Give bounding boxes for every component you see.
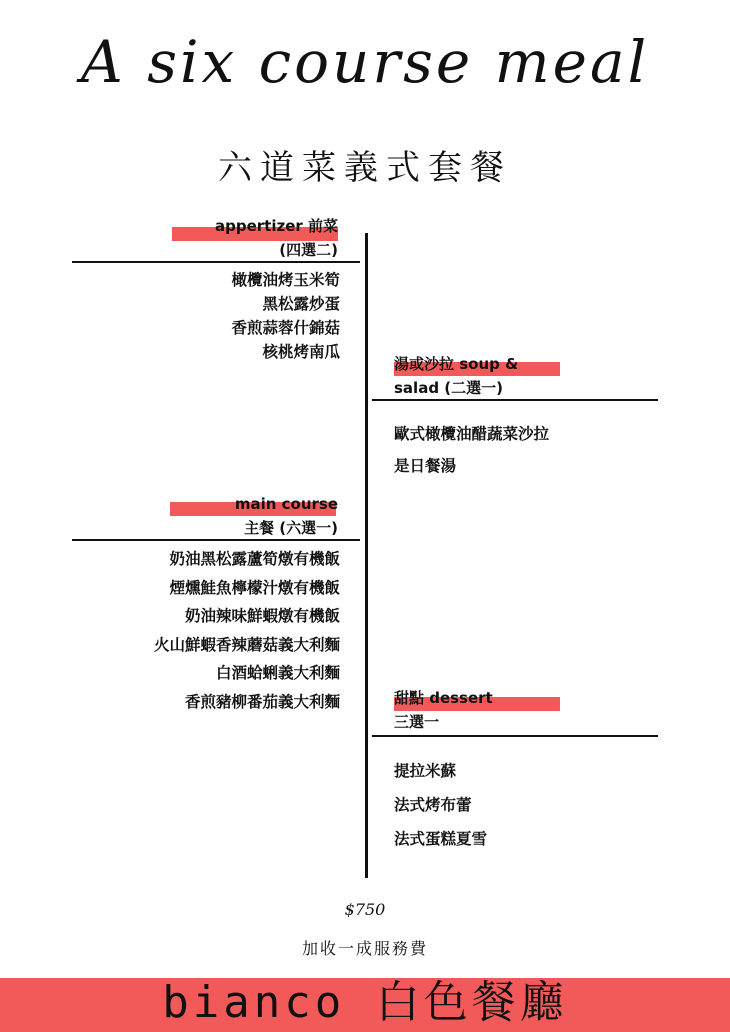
dessert-heading-line2: 三選一 xyxy=(394,713,440,731)
list-item: 是日餐湯 xyxy=(394,457,457,475)
main-heading xyxy=(235,492,338,540)
appetizer-heading-line2: (四選二) xyxy=(279,241,338,259)
dessert-heading-line1: 甜點 dessert xyxy=(394,689,493,707)
list-item: 提拉米蘇 xyxy=(394,762,457,780)
appetizer-heading xyxy=(215,214,338,262)
menu-subtitle: 六道菜義式套餐 xyxy=(218,148,512,188)
list-item: 火山鮮蝦香辣蘑菇義大利麵 xyxy=(153,635,340,654)
dessert-rule xyxy=(372,735,658,737)
list-item: 奶油黑松露蘆筍燉有機飯 xyxy=(169,550,340,568)
main-heading-line2: 主餐 (六選一) xyxy=(244,519,338,537)
dessert-list xyxy=(394,754,487,856)
soup-list xyxy=(394,418,549,482)
main-rule xyxy=(72,539,360,541)
restaurant-name: bianco 白色餐廳 xyxy=(162,977,568,1028)
list-item: 法式烤布蕾 xyxy=(394,796,472,814)
service-charge-note: 加收一成服務費 xyxy=(301,939,428,958)
appetizer-rule xyxy=(72,261,360,263)
appetizer-heading-line1: appertizer 前菜 xyxy=(214,217,338,235)
appetizer-list xyxy=(231,268,340,364)
list-item: 白酒蛤蜊義大利麵 xyxy=(215,664,340,682)
soup-heading-line1: 湯或沙拉 soup & xyxy=(394,355,519,373)
soup-heading-line2: salad (二選一) xyxy=(394,379,503,397)
list-item: 黑松露炒蛋 xyxy=(262,295,340,313)
list-item: 歐式橄欖油醋蔬菜沙拉 xyxy=(394,425,550,443)
main-list xyxy=(154,545,340,716)
soup-heading xyxy=(394,352,518,400)
list-item: 香煎蒜蓉什錦菇 xyxy=(231,319,340,337)
dessert-heading xyxy=(394,686,493,734)
menu-title: A six course meal xyxy=(80,28,650,96)
list-item: 核桃烤南瓜 xyxy=(262,343,340,361)
main-heading-line1: main course xyxy=(234,495,338,513)
list-item: 橄欖油烤玉米筍 xyxy=(231,271,340,289)
list-item: 香煎豬柳番茄義大利麵 xyxy=(184,692,340,711)
list-item: 煙燻鮭魚檸檬汁燉有機飯 xyxy=(169,578,340,597)
list-item: 奶油辣味鮮蝦燉有機飯 xyxy=(184,607,340,625)
center-divider xyxy=(365,233,368,878)
price: $750 xyxy=(344,900,386,919)
list-item: 法式蛋糕夏雪 xyxy=(394,830,488,848)
soup-rule xyxy=(372,399,658,401)
